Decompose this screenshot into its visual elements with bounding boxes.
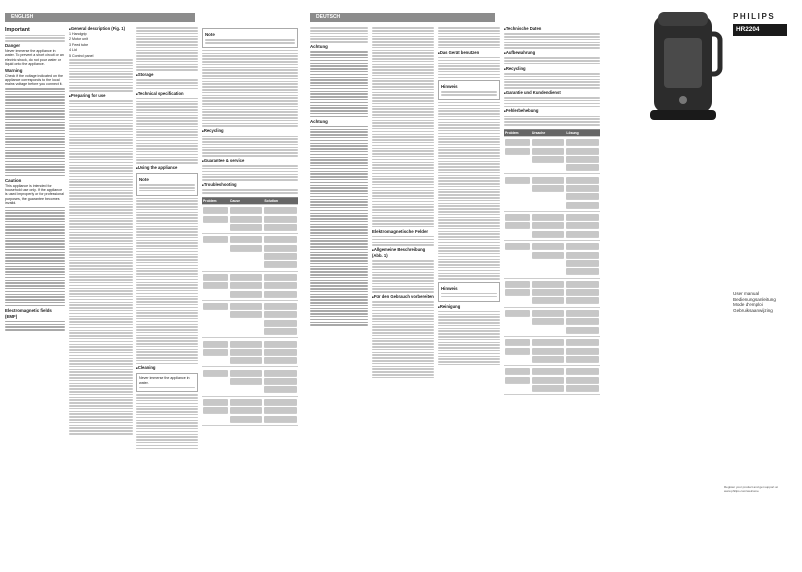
table-cell <box>504 308 531 337</box>
table-header-solution: Solution <box>263 198 298 205</box>
part-4: 4 Lid <box>69 48 77 53</box>
register-text: Register your product and get support at www.philips.com/welcome <box>724 485 778 493</box>
juicer-button <box>679 96 687 104</box>
english-column-1 <box>5 26 65 566</box>
table-header-cause: Cause <box>229 198 264 205</box>
juicer-window <box>664 38 702 88</box>
table-cell <box>202 301 229 338</box>
table-cell <box>565 241 600 278</box>
language-tab-english: ENGLISH <box>5 13 195 22</box>
table-cell <box>565 337 600 366</box>
table-cell <box>504 279 531 308</box>
note-box-1 <box>136 173 198 196</box>
achtung-heading-2: Achtung <box>310 118 328 124</box>
page-deutsch-1 <box>302 0 502 572</box>
table-cell <box>531 212 566 241</box>
hinweis-heading-1: Hinweis <box>441 84 458 90</box>
table-header-problem-de: Problem <box>504 130 531 137</box>
fehlerbehebung-heading: ■ Fehlerbehebung <box>504 108 600 114</box>
product-illustration <box>640 8 730 128</box>
table-header-ursache: Ursache <box>531 130 566 137</box>
note-box-2 <box>202 28 298 48</box>
technische-daten-heading: ■ Technische Daten <box>504 26 600 32</box>
table-cell <box>263 367 298 396</box>
table-cell <box>531 279 566 308</box>
table-cell <box>565 137 600 174</box>
achtung-heading-1: Achtung <box>310 44 328 50</box>
table-cell <box>504 366 531 395</box>
table-header-losung: Lösung <box>565 130 600 137</box>
table-cell <box>202 272 229 301</box>
deutsch-column-3 <box>438 26 500 566</box>
table-cell <box>229 272 264 301</box>
aufbewahrung-heading: ■ Aufbewahrung <box>504 50 600 56</box>
elektromagnetische-heading: Elektromagnetische Felder <box>372 228 429 234</box>
caution-heading: Caution <box>5 177 22 183</box>
table-cell <box>504 241 531 278</box>
general-description-heading: ■ General description (Fig. 1) <box>69 26 133 32</box>
note-heading-1: Note <box>139 176 149 182</box>
cleaning-warning-box <box>136 373 198 392</box>
storage-heading: ■ Storage <box>136 72 198 78</box>
table-cell <box>202 367 229 396</box>
table-cell <box>565 279 600 308</box>
recycling-de-heading: ■ Recycling <box>504 66 600 72</box>
danger-text: Never immerse the appliance in water. To prevent a short circuit or an electric shock, do not pour water or liquid onto the appliance. <box>5 48 64 67</box>
page-deutsch-2 <box>502 0 602 572</box>
table-cell <box>263 234 298 271</box>
troubleshooting-heading: ■ Troubleshooting <box>202 182 298 188</box>
gerat-benutzen-heading: ■ Das Gerät benutzen <box>438 50 500 56</box>
garantie-heading: ■ Garantie und Kundendienst <box>504 90 600 96</box>
table-cell <box>531 308 566 337</box>
english-column-3 <box>136 26 198 566</box>
table-cell <box>531 137 566 174</box>
preparing-heading: ■ Preparing for use <box>69 93 133 99</box>
deutsch-column-1 <box>310 26 368 566</box>
table-cell <box>263 338 298 367</box>
table-cell <box>229 234 264 271</box>
table-cell <box>504 174 531 211</box>
juicer-lid <box>658 12 708 26</box>
troubleshooting-table <box>202 197 298 426</box>
caution-text: This appliance is intended for household use only. If the appliance is used improperly or for professional purposes, the guarantee becomes invalid. <box>5 183 64 206</box>
cleaning-warning: Never immerse the appliance in water. <box>139 376 190 385</box>
table-cell <box>202 338 229 367</box>
table-cell <box>531 337 566 366</box>
english-column-2 <box>69 26 133 566</box>
part-5: 5 Control panel <box>69 53 94 58</box>
table-header-problem: Problem <box>202 198 229 205</box>
reinigung-heading: ■ Reinigung <box>438 304 500 310</box>
table-cell <box>229 205 264 234</box>
table-cell <box>202 234 229 271</box>
deutsch-column-2 <box>372 26 434 566</box>
using-heading: ■ Using the appliance <box>136 165 198 171</box>
philips-logo: PHILIPS <box>733 12 776 21</box>
warning-text: Check if the voltage indicated on the appliance corresponds to the local mains voltage before you connect it. <box>5 73 63 87</box>
vor-gebrauch-heading: ■ Für den Gebrauch vorbereiten <box>372 294 434 300</box>
emf-heading: Electromagnetic fields (EMF) <box>5 307 52 319</box>
table-cell <box>202 397 229 426</box>
part-3: 3 Feed tube <box>69 42 89 47</box>
intro-heading: Important <box>5 27 30 33</box>
table-cell <box>263 205 298 234</box>
hinweis-box-1 <box>438 80 500 100</box>
hinweis-heading-2: Hinweis <box>441 285 458 291</box>
allgemeine-heading: ■ Allgemeine Beschreibung (Abb. 1) <box>372 247 434 259</box>
fehlerbehebung-table <box>504 129 600 396</box>
model-number: HR2204 <box>733 24 787 36</box>
manual-titles <box>733 291 776 313</box>
cleaning-heading: ■ Cleaning <box>136 365 198 371</box>
juicer-handle <box>706 34 720 74</box>
table-cell <box>504 337 531 366</box>
technical-spec-heading: ■ Technical specification <box>136 91 198 97</box>
table-cell <box>531 366 566 395</box>
page-english-2 <box>200 0 302 572</box>
table-cell <box>565 366 600 395</box>
part-2: 2 Motor unit <box>69 37 88 42</box>
part-1: 1 Handgrip <box>69 32 87 36</box>
table-cell <box>202 205 229 234</box>
manual-title-fr: Mode d'emploi <box>733 302 763 308</box>
table-cell <box>565 212 600 241</box>
deutsch-page2-column <box>504 26 600 566</box>
manual-title-en: User manual <box>733 291 760 296</box>
table-cell <box>263 397 298 426</box>
english-page2-column <box>202 26 298 566</box>
note-heading-2: Note <box>205 32 215 37</box>
juicer-base <box>650 110 716 120</box>
table-cell <box>531 241 566 278</box>
table-cell <box>229 338 264 367</box>
table-cell <box>504 212 531 241</box>
manual-title-nl: Gebruiksaanwijzing <box>733 307 773 313</box>
table-cell <box>229 397 264 426</box>
danger-heading: Danger <box>5 42 21 48</box>
manual-title-de: Bedienungsanleitung <box>733 296 776 302</box>
language-tab-deutsch: DEUTSCH <box>310 13 495 22</box>
table-cell <box>565 174 600 211</box>
warning-heading: Warning <box>5 67 23 73</box>
table-cell <box>229 367 264 396</box>
table-cell <box>504 137 531 174</box>
page-english-1 <box>0 0 200 572</box>
table-cell <box>565 308 600 337</box>
table-cell <box>263 301 298 338</box>
hinweis-box-2 <box>438 282 500 302</box>
table-cell <box>263 272 298 301</box>
guarantee-heading: ■ Guarantee & service <box>202 158 298 164</box>
table-cell <box>531 174 566 211</box>
recycling-heading: ■ Recycling <box>202 128 298 134</box>
table-cell <box>229 301 264 338</box>
